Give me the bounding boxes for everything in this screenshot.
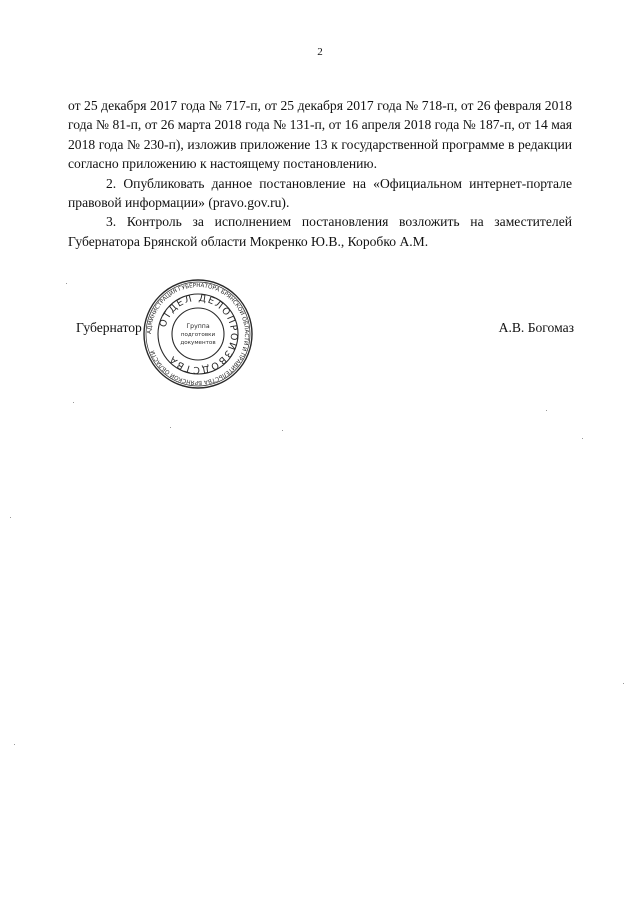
stamp-center-line-3: документов (180, 340, 216, 346)
official-stamp (130, 278, 266, 390)
scan-speck (546, 410, 547, 411)
stamp-outer-text: АДМИНИСТРАЦИЯ ГУБЕРНАТОРА БРЯНСКОЙ ОБЛАСТИ И ПРАВИТЕЛЬСТВА БРЯНСКОЙ ОБЛАСТИ (146, 282, 250, 386)
stamp-center-line-2: подготовки (180, 332, 216, 338)
scan-speck (14, 744, 15, 745)
scan-speck (623, 683, 624, 684)
signature-title: Губернатор (76, 320, 142, 335)
scan-speck (282, 430, 283, 431)
stamp-center-line-1: Группа (186, 323, 210, 330)
paragraph-continuation: от 25 декабря 2017 года № 717-п, от 25 декабря 2017 года № 718-п, от 26 февраля 2018 года № 81-п, от 26 марта 2018 года № 131-п, от 16 апреля 2018 года № 187-п, от 14 мая 2018 года № 230-п), изложив приложение 13 к государственной программе в редакции согласно приложению к настоящему постановлению. (68, 98, 572, 172)
stamp-inner-text: ОТДЕЛ ДЕЛОПРОИЗВОДСТВА (157, 292, 240, 376)
scan-speck (66, 283, 67, 284)
signature-name: А.В. Богомаз (498, 320, 574, 335)
scan-speck (170, 427, 171, 428)
stamp-graphic (130, 278, 266, 390)
scan-speck (10, 517, 11, 518)
paragraph-control: 3. Контроль за исполнением постановления возложить на заместителей Губернатора Брянской области Мокренко Ю.В., Коробко А.М. (68, 214, 572, 249)
page-number: 2 (317, 46, 323, 58)
scan-speck (582, 438, 583, 439)
scan-speck (73, 402, 74, 403)
paragraph-publish: 2. Опубликовать данное постановление на «Официальном интернет-портале правовой информации» (pravo.gov.ru). (68, 175, 572, 211)
document-body (68, 96, 572, 251)
